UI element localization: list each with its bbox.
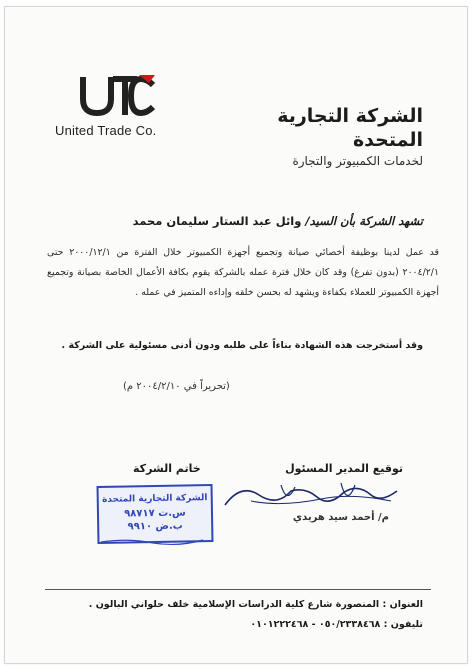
address-text: المنصورة شارع كلية الدراسات الإسلامية خلف حلواني البالون . — [88, 599, 380, 610]
signer-name: م/ أحمد سيد هريدي — [292, 512, 389, 523]
certificate-body: قد عمل لدينا بوظيفة أخصائي صيانة وتجميع أجهزة الكمبيوتر خلال الفترة من ٢٠٠٠/١٢/١ حتى ٢٠٠٤/٢/١ (بدون تفرغ) وقد كان خلال فترة عمله بالشركة يقوم بكافة الأعمال الخاصة بصيانة وتجميع أجهزة الكمبيوتر للعملاء بكفاءة ويشهد له بحسن خلقه وإداءه المتميز في عمله . — [47, 247, 439, 298]
company-logo — [55, 75, 185, 138]
utc-logo-icon — [79, 75, 155, 117]
logo-text: United Trade Co. — [55, 123, 157, 138]
handwritten-signature-icon — [221, 477, 401, 515]
subject-prefix: تشهد الشركة بأن السيد/ — [305, 214, 423, 228]
footer-divider — [45, 589, 431, 590]
phone-label: تليفون : — [383, 619, 423, 630]
certificate-page — [4, 6, 468, 664]
certificate-closing: وقد أستخرجت هذه الشهادة بناءاً على طلبه ودون أدنى مسئولية على الشركة . — [61, 340, 423, 351]
certificate-subject — [43, 212, 423, 230]
stamp-commercial-register: س.ت ٩٨٧١٧ — [124, 507, 186, 520]
address-label: العنوان : — [382, 599, 423, 610]
stamp-company-name: الشركة التجارية المتحدة — [101, 493, 208, 505]
company-stamp — [97, 484, 214, 544]
manager-signature-title: توقيع المدير المسئول — [285, 462, 403, 475]
footer-address — [31, 599, 423, 610]
phone-numbers: ٠٥٠/٢٣٣٨٤٦٨ - ٠١٠١٢٢٢٤٦٨ — [250, 619, 381, 630]
company-header — [203, 104, 423, 170]
company-stamp-title: خاتم الشركة — [133, 462, 201, 475]
company-subtitle: لخدمات الكمبيوتر والتجارة — [292, 154, 423, 168]
footer-phone — [31, 619, 423, 630]
issue-date: (تحريراً في ٢٠٠٤/٢/١٠ م) — [123, 381, 230, 392]
company-name: الشركة التجارية المتحدة — [277, 105, 423, 151]
stamp-tax-number: ب.ض ٩٩١٠ — [127, 520, 183, 533]
subject-name: وائل عبد الستار سليمان محمد — [132, 214, 302, 228]
stamp-ink-mark-icon — [99, 537, 205, 547]
